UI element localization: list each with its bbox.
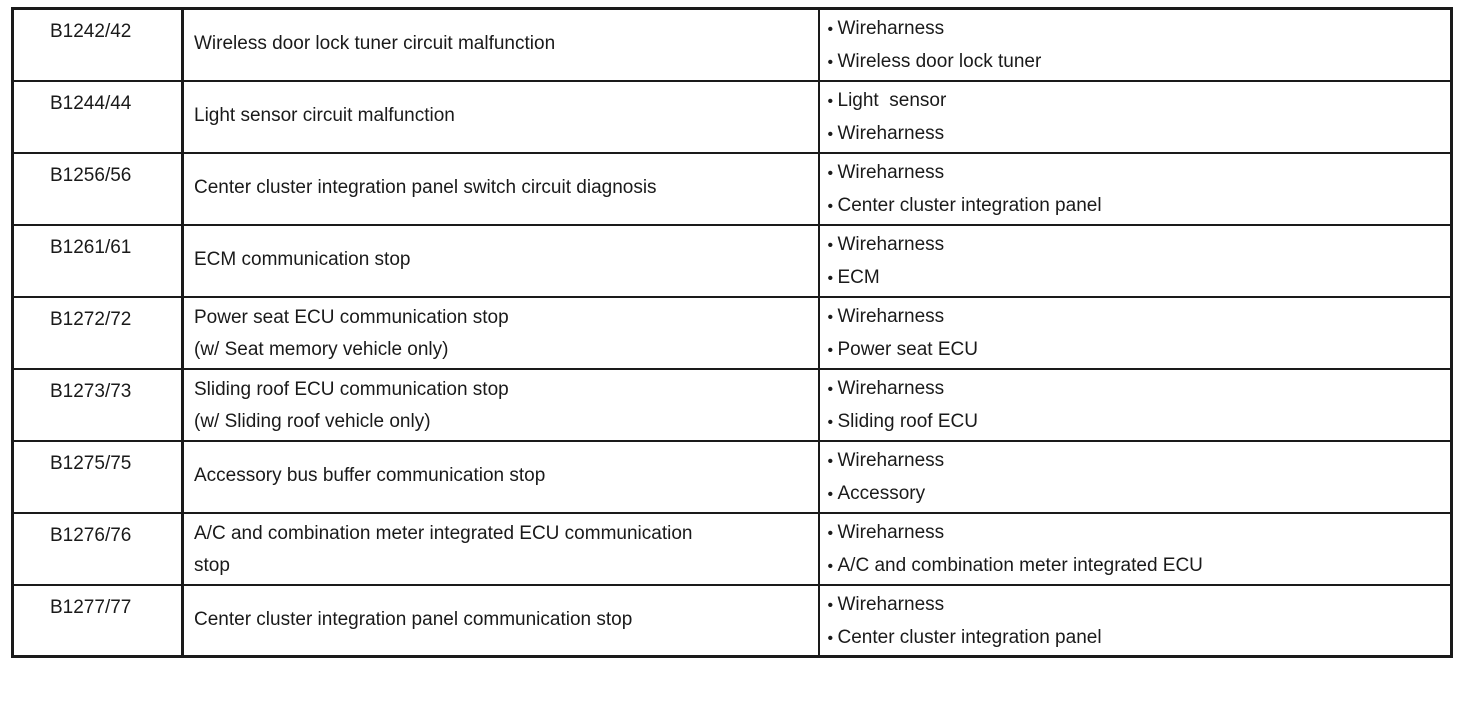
trouble-area-cell [819, 369, 1452, 441]
trouble-area-cell [819, 297, 1452, 369]
code-cell [13, 81, 183, 153]
dtc-code: B1256/56 [50, 164, 132, 186]
bullet-icon: • [827, 236, 834, 254]
list-item: • ECM [828, 262, 1451, 295]
list-item: • Wireharness [828, 118, 1451, 151]
bullet-icon: • [827, 380, 834, 398]
trouble-area-cell [819, 9, 1452, 81]
description-cell [183, 585, 819, 657]
table-row [13, 153, 1452, 225]
bullet-icon: • [827, 308, 834, 326]
dtc-table [11, 7, 1453, 658]
table-row [13, 9, 1452, 81]
trouble-area-cell [819, 81, 1452, 153]
list-item: • Light sensor [828, 85, 1451, 118]
description-line: (w/ Seat memory vehicle only) [194, 338, 449, 360]
description-line: Sliding roof ECU communication stop [194, 378, 509, 400]
list-item: • Wireharness [828, 589, 1451, 622]
list-item: • Wireharness [828, 13, 1451, 46]
trouble-area-cell [819, 513, 1452, 585]
description-cell [183, 297, 819, 369]
dtc-code: B1261/61 [50, 236, 132, 258]
code-cell [13, 441, 183, 513]
description-line: Accessory bus buffer communication stop [194, 464, 546, 486]
description-line: ECM communication stop [194, 248, 411, 270]
code-cell [13, 585, 183, 657]
table-row [13, 369, 1452, 441]
bullet-icon: • [827, 485, 834, 503]
table-row [13, 81, 1452, 153]
bullet-icon: • [827, 54, 834, 71]
bullet-icon: • [827, 413, 834, 431]
list-item: • Wireharness [828, 517, 1451, 550]
list-item: • Wireharness [828, 157, 1451, 190]
list-item: • Wireharness [828, 445, 1451, 478]
table-row [13, 225, 1452, 297]
code-cell [13, 369, 183, 441]
description-cell [183, 441, 819, 513]
list-item: • Wireharness [828, 373, 1451, 406]
bullet-icon: • [827, 629, 834, 647]
description-cell [183, 513, 819, 585]
description-line: Center cluster integration panel communication stop [194, 608, 633, 630]
list-item: • A/C and combination meter integrated ECU [828, 550, 1451, 583]
dtc-code: B1273/73 [50, 380, 132, 402]
description-cell [183, 153, 819, 225]
description-line: stop [194, 554, 230, 576]
trouble-area-cell [819, 441, 1452, 513]
bullet-icon: • [827, 524, 834, 542]
bullet-icon: • [827, 21, 834, 38]
description-line: (w/ Sliding roof vehicle only) [194, 410, 431, 432]
trouble-area-cell [819, 225, 1452, 297]
dtc-code: B1276/76 [50, 524, 132, 546]
description-cell [183, 369, 819, 441]
bullet-icon: • [827, 341, 834, 359]
bullet-icon: • [827, 125, 834, 143]
trouble-area-cell [819, 585, 1452, 657]
bullet-icon: • [827, 557, 834, 575]
bullet-icon: • [827, 269, 834, 287]
table-row [13, 513, 1452, 585]
list-item: • Sliding roof ECU [828, 406, 1451, 439]
trouble-area-cell [819, 153, 1452, 225]
description-cell [183, 225, 819, 297]
code-cell [13, 9, 183, 81]
dtc-code: B1275/75 [50, 452, 132, 474]
description-line: Center cluster integration panel switch circuit diagnosis [194, 176, 657, 198]
bullet-icon: • [827, 92, 834, 110]
list-item: • Center cluster integration panel [828, 622, 1451, 655]
bullet-icon: • [827, 164, 834, 182]
bullet-icon: • [827, 452, 834, 470]
list-item: • Wireless door lock tuner [828, 46, 1451, 79]
dtc-code: B1277/77 [50, 596, 132, 618]
description-line: A/C and combination meter integrated ECU communication [194, 522, 693, 544]
dtc-code: B1242/42 [50, 21, 132, 42]
description-line: Wireless door lock tuner circuit malfunction [194, 33, 556, 54]
description-cell [183, 9, 819, 81]
bullet-icon: • [827, 197, 834, 215]
table-row [13, 585, 1452, 657]
code-cell [13, 225, 183, 297]
dtc-code: B1272/72 [50, 308, 132, 330]
table-row [13, 297, 1452, 369]
list-item: • Center cluster integration panel [828, 190, 1451, 223]
dtc-code: B1244/44 [50, 92, 132, 114]
list-item: • Accessory [828, 478, 1451, 511]
list-item: • Power seat ECU [828, 334, 1451, 367]
code-cell [13, 153, 183, 225]
description-line: Power seat ECU communication stop [194, 306, 509, 328]
bullet-icon: • [827, 596, 834, 614]
description-line: Light sensor circuit malfunction [194, 104, 455, 126]
description-cell [183, 81, 819, 153]
table-row [13, 441, 1452, 513]
code-cell [13, 513, 183, 585]
list-item: • Wireharness [828, 229, 1451, 262]
list-item: • Wireharness [828, 301, 1451, 334]
code-cell [13, 297, 183, 369]
